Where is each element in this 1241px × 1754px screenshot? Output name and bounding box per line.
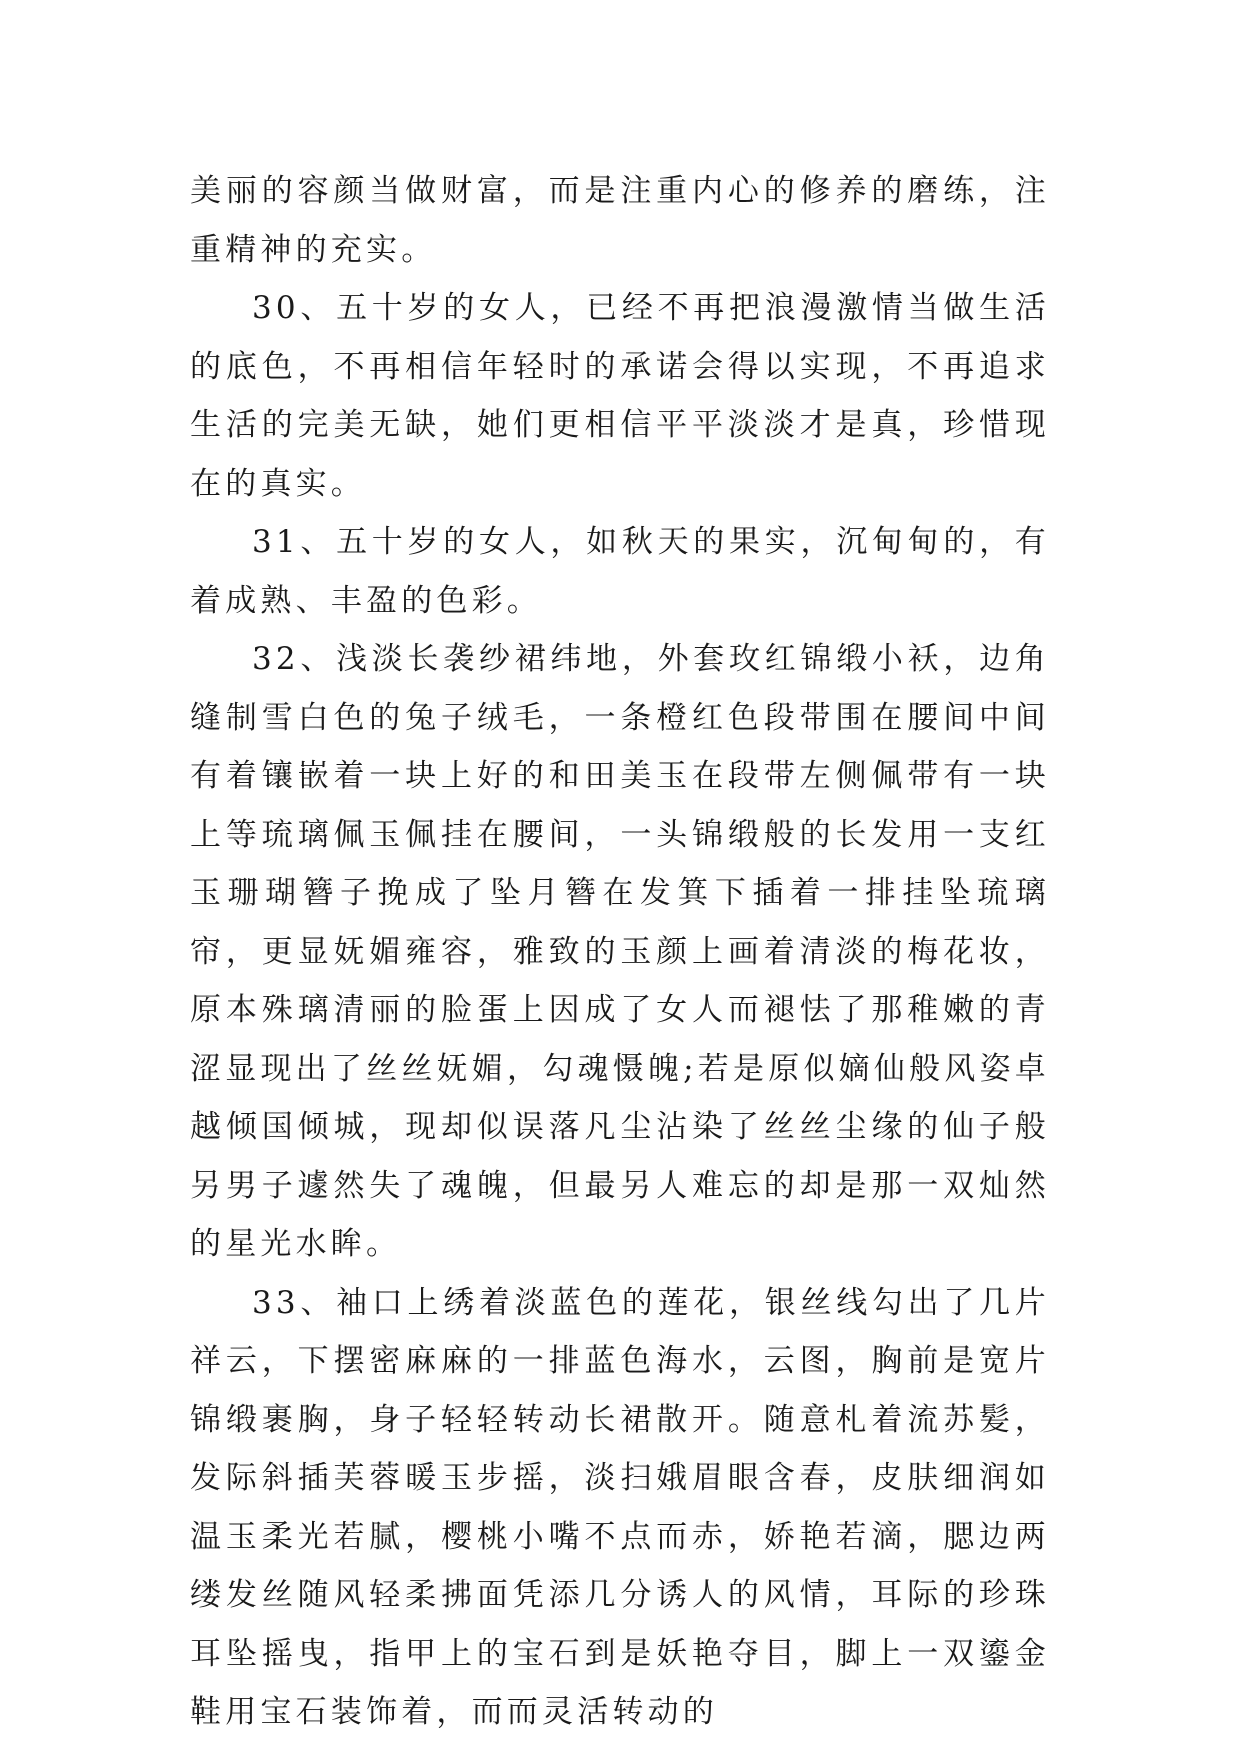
paragraph-31: 31、五十岁的女人，如秋天的果实，沉甸甸的，有着成熟、丰盈的色彩。: [190, 524, 1050, 619]
paragraph-continuation: 美丽的容颜当做财富，而是注重内心的修养的磨练，注重精神的充实。: [190, 173, 1050, 268]
paragraph-33: 33、袖口上绣着淡蓝色的莲花，银丝线勾出了几片祥云，下摆密麻麻的一排蓝色海水，云图，胸前是宽片锦缎裹胸，身子轻轻转动长裙散开。随意札着流苏髪，发际斜插芙蓉暖玉步摇，淡扫娥眉眼含春，皮肤细润如温玉柔光若腻，樱桃小嘴不点而赤，娇艳若滴，腮边两缕发丝随风轻柔拂面凭添几分诱人的风情，耳际的珍珠耳坠摇曳，指甲上的宝石到是妖艳夺目，脚上一双鎏金鞋用宝石装饰着，而而灵活转动的: [190, 1284, 1050, 1730]
paragraph-32: 32、浅淡长袭纱裙纬地，外套玫红锦缎小袄，边角缝制雪白色的兔子绒毛，一条橙红色段带围在腰间中间有着镶嵌着一块上好的和田美玉在段带左侧佩带有一块上等琉璃佩玉佩挂在腰间，一头锦缎般的长发用一支红玉珊瑚簪子挽成了坠月簪在发箕下插着一排挂坠琉璃帘，更显妩媚雍容，雅致的玉颜上画着清淡的梅花妆，原本殊璃清丽的脸蛋上因成了女人而褪怯了那稚嫩的青涩显现出了丝丝妩媚，勾魂慑魄;若是原似嫡仙般风姿卓越倾国倾城，现却似误落凡尘沾染了丝丝尘缘的仙子般另男子遽然失了魂魄，但最另人难忘的却是那一双灿然的星光水眸。: [190, 641, 1050, 1262]
paragraph-30: 30、五十岁的女人，已经不再把浪漫激情当做生活的底色，不再相信年轻时的承诺会得以实现，不再追求生活的完美无缺，她们更相信平平淡淡才是真，珍惜现在的真实。: [190, 290, 1050, 502]
body-text: [190, 162, 1050, 1742]
